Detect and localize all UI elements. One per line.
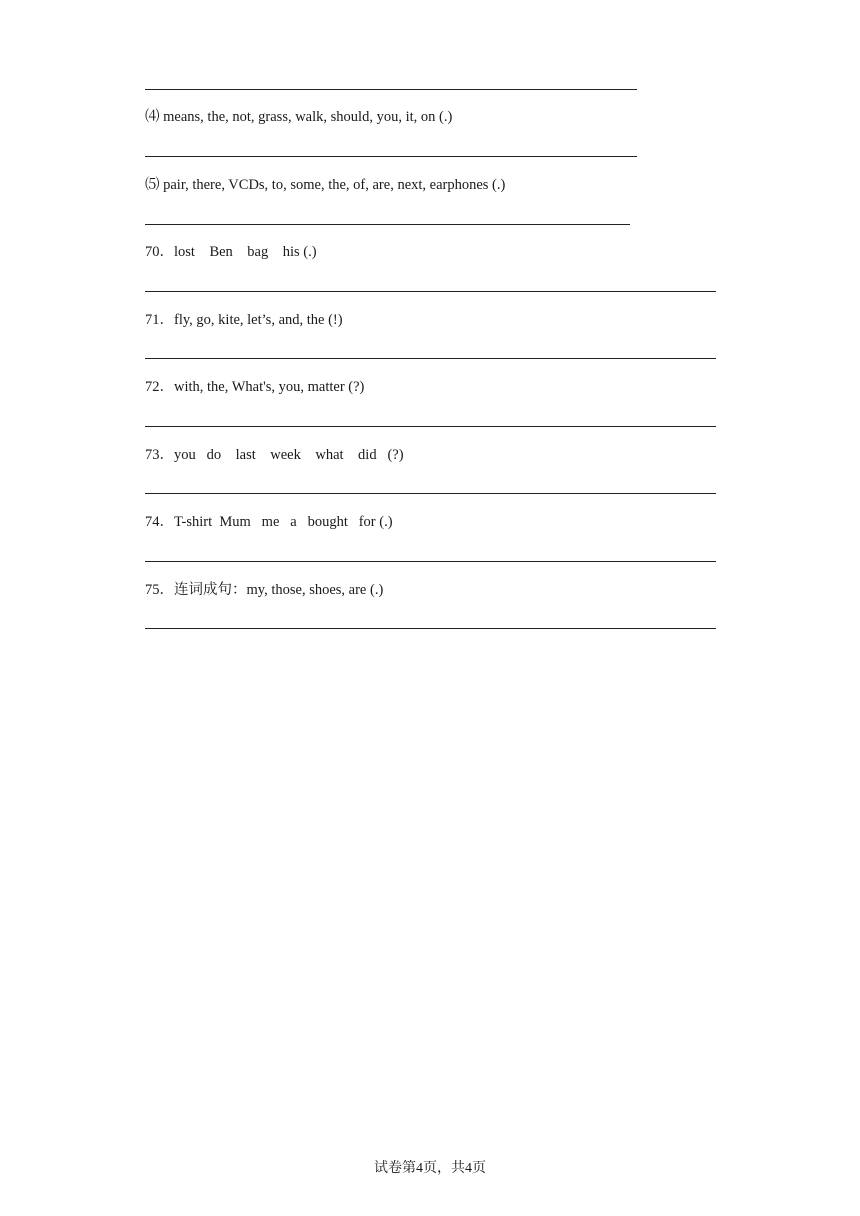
page-footer: 试卷第4页，共4页: [374, 1161, 486, 1176]
answer-line-72: [145, 426, 716, 427]
question-5: ⑸ pair, there, VCDs, to, some, the, of, are, next, earphones (.): [145, 177, 506, 193]
question-73: 73．you do last week what did (?): [145, 447, 404, 463]
question-75: 75．连词成句：my, those, shoes, are (.): [145, 582, 384, 598]
answer-line-75: [145, 628, 716, 629]
question-74: 74．T-shirt Mum me a bought for (.): [145, 514, 393, 530]
question-71: 71．fly, go, kite, let’s, and, the (!): [145, 312, 343, 328]
answer-line-74: [145, 561, 716, 562]
answer-line-4: [145, 156, 637, 157]
answer-line-3: [145, 89, 637, 90]
answer-line-5: [145, 224, 630, 225]
question-4: ⑷ means, the, not, grass, walk, should, you, it, on (.): [145, 109, 453, 125]
question-72: 72．with, the, What's, you, matter (?): [145, 379, 365, 395]
answer-line-73: [145, 493, 716, 494]
question-70: 70．lost Ben bag his (.): [145, 244, 317, 260]
answer-line-71: [145, 358, 716, 359]
answer-line-70: [145, 291, 716, 292]
